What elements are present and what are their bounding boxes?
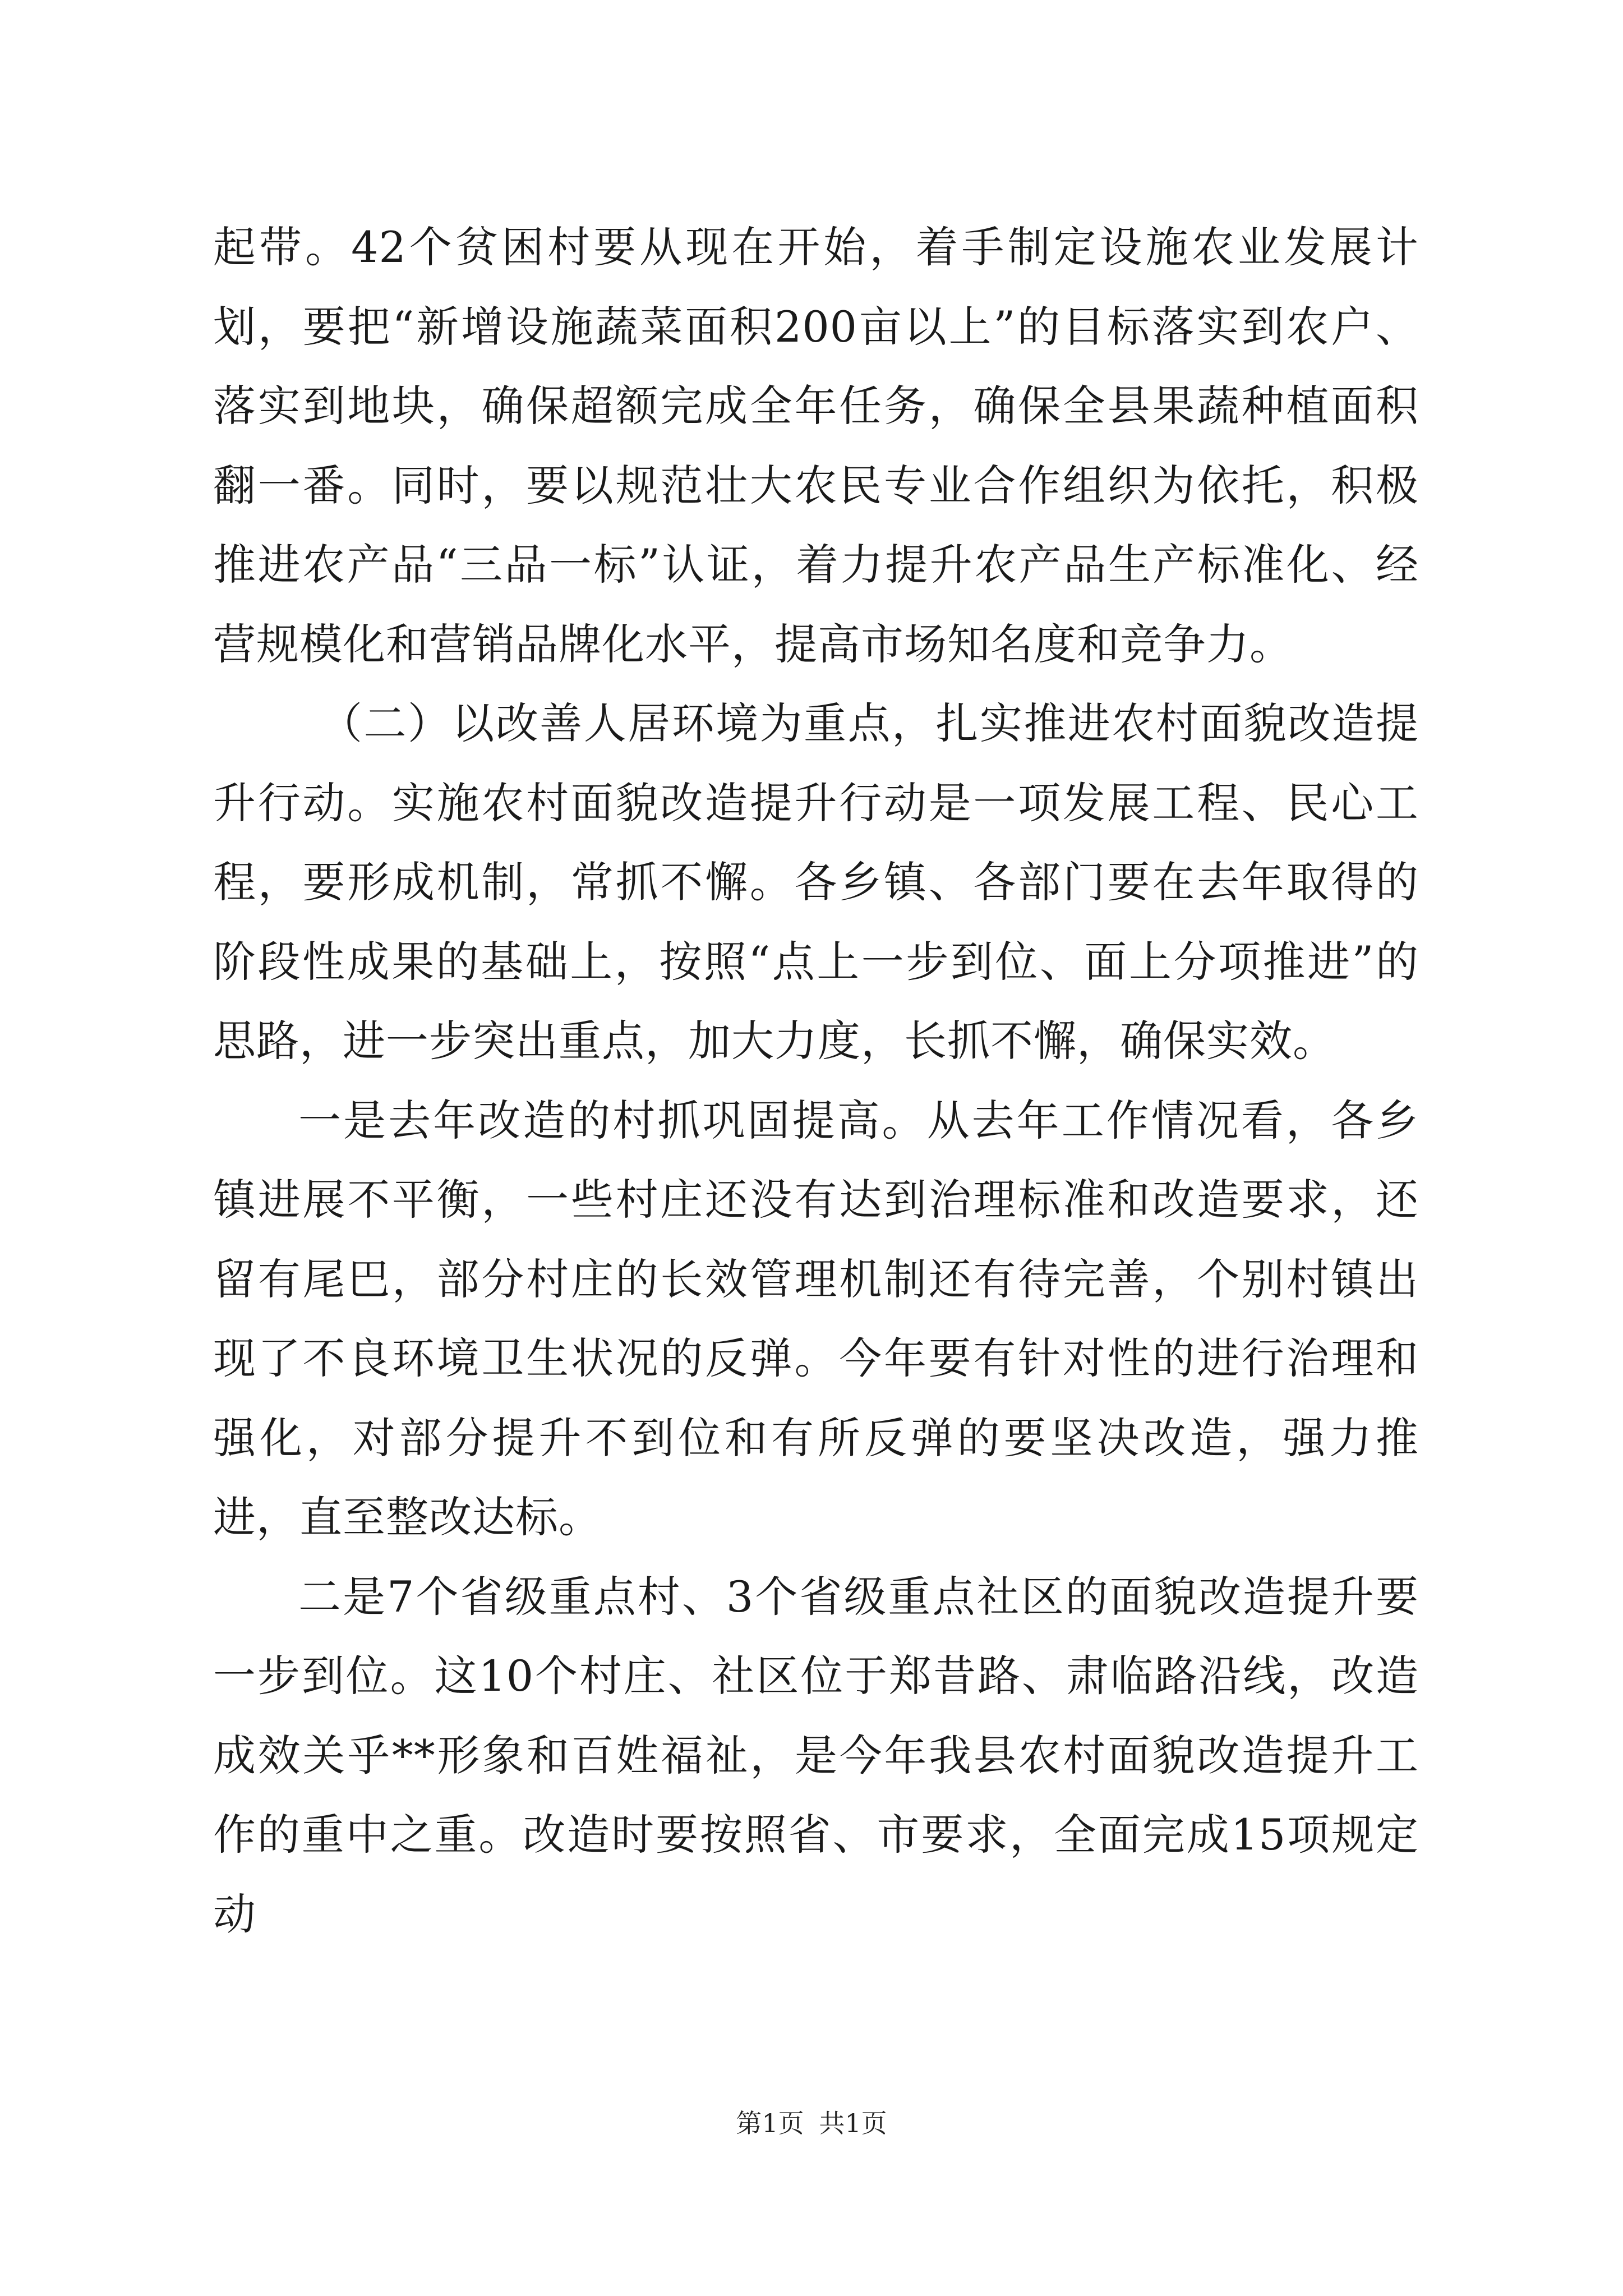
page-total: 共1页 <box>819 2108 887 2138</box>
paragraph-4: 二是7个省级重点村、3个省级重点社区的面貌改造提升要一步到位。这10个村庄、社区位于郑昔路、肃临路沿线，改造成效关乎**形象和百姓福祉，是今年我县农村面貌改造提升工作的重中之重。改造时要按照省、市要求，全面完成15项规定动 <box>213 1571 1419 1939</box>
page-number: 第1页 <box>736 2108 804 2138</box>
paragraph-2: （二）以改善人居环境为重点，扎实推进农村面貌改造提升行动。实施农村面貌改造提升行动是一项发展工程、民心工程，要形成机制，常抓不懈。各乡镇、各部门要在去年取得的阶段性成果的基础上，按照“点上一步到位、面上分项推进”的思路，进一步突出重点，加大力度，长抓不懈，确保实效。 <box>213 698 1419 1066</box>
document-body <box>213 208 1419 1954</box>
page-footer <box>0 2106 1623 2140</box>
paragraph-3: 一是去年改造的村抓巩固提高。从去年工作情况看，各乡镇进展不平衡，一些村庄还没有达到治理标准和改造要求，还留有尾巴，部分村庄的长效管理机制还有待完善，个别村镇出现了不良环境卫生状况的反弹。今年要有针对性的进行治理和强化，对部分提升不到位和有所反弹的要坚决改造，强力推进，直至整改达标。 <box>213 1095 1419 1542</box>
paragraph-1: 起带。42个贫困村要从现在开始，着手制定设施农业发展计划，要把“新增设施蔬菜面积200亩以上”的目标落实到农户、落实到地块，确保超额完成全年任务，确保全县果蔬种植面积翻一番。同时，要以规范壮大农民专业合作组织为依托，积极推进农产品“三品一标”认证，着力提升农产品生产标准化、经营规模化和营销品牌化水平，提高市场知名度和竞争力。 <box>213 222 1419 669</box>
